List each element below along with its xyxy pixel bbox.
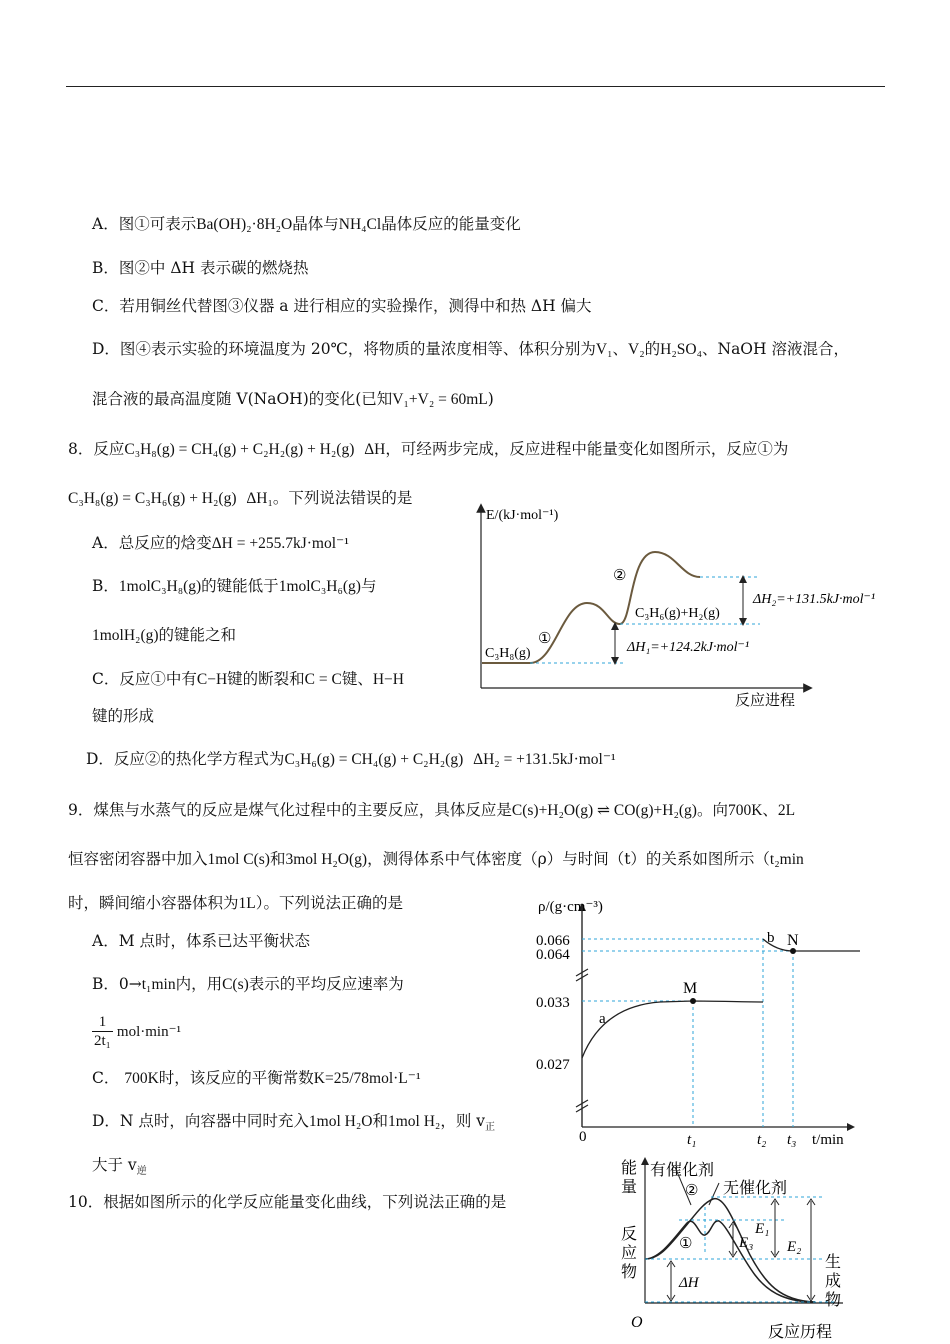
product-char-3: 物: [825, 1292, 842, 1309]
q7-option-c: C．若用铜丝代替图③仪器 a 进行相应的实验操作，测得中和热 ΔH 偏大: [92, 297, 592, 315]
e3-arrow: [729, 1222, 737, 1257]
y-label-1: 能: [621, 1160, 638, 1177]
q9-option-a: A．M 点时，体系已达平衡状态: [92, 932, 310, 950]
reactant-char-2: 应: [621, 1245, 638, 1262]
q8-option-d: D．反应②的热化学方程式为C₃H₆(g) = CH₄(g) + C₂H₂(g) ΔH₂ = +131.5kJ·mol⁻¹: [86, 750, 616, 768]
marker-1: ①: [679, 1236, 693, 1252]
e2-arrow: [807, 1199, 815, 1301]
reactant-char-3: 物: [621, 1264, 638, 1281]
dh1-label: ΔH₁=+124.2kJ·mol⁻¹: [627, 640, 750, 655]
q8-stem: 8．反应C₃H₈(g) = CH₄(g) + C₂H₂(g) + H₂(g) ΔH，可经两步完成，反应进程中能量变化如图所示，反应①为: [68, 440, 789, 458]
q8-energy-diagram: [470, 500, 910, 715]
catalyst-label: 有催化剂: [650, 1162, 715, 1179]
q9-stem-line3: 时，瞬间缩小容器体积为1L）。下列说法正确的是: [68, 894, 403, 912]
q9-option-b: B．0→t₁min内，用C(s)表示的平均反应速率为: [92, 975, 404, 993]
ytick-0033: 0.033: [536, 995, 570, 1011]
q8-stem-line2: C₃H₈(g) = C₃H₆(g) + H₂(g) ΔH₁。下列说法错误的是: [68, 489, 413, 507]
reactant-char-1: 反: [621, 1226, 638, 1243]
q8-option-a: A．总反应的焓变ΔH = +255.7kJ·mol⁻¹: [92, 534, 349, 552]
q7-option-b: B．图②中 ΔH 表示碳的燃烧热: [92, 259, 309, 277]
dh-arrow: [667, 1261, 675, 1301]
ytick-0027: 0.027: [536, 1057, 570, 1073]
product-char-2: 成: [825, 1273, 842, 1290]
step1-marker: ①: [538, 631, 552, 647]
y-axis-label: E/(kJ·mol⁻¹): [486, 508, 559, 523]
no-catalyst-label: 无催化剂: [723, 1180, 788, 1197]
fraction: 1 2t₁: [94, 1014, 111, 1049]
y-label-2: 量: [621, 1179, 638, 1196]
e1-arrow: [771, 1199, 779, 1257]
reactant-label: C₃H₈(g): [485, 646, 531, 661]
series-b-label: b: [767, 930, 775, 946]
xtick-t2: t₂: [757, 1132, 767, 1148]
e3-label: E₃: [739, 1235, 754, 1251]
q9-option-d-line2: 大于 $v_逆$: [92, 1156, 147, 1178]
q9-option-b-rate: 1 2t₁ mol·min⁻¹: [94, 1014, 181, 1049]
y-axis-label: ρ/(g·cm⁻³): [538, 899, 603, 915]
x-axis-label: t/min: [812, 1132, 844, 1148]
series-a-line: [582, 1001, 763, 1058]
point-m-label: M: [683, 980, 698, 997]
ytick-0066: 0.066: [536, 933, 570, 949]
q10-energy-diagram: [615, 1155, 855, 1344]
dh2-label: ΔH₂=+131.5kJ·mol⁻¹: [753, 592, 876, 607]
q10-stem: 10．根据如图所示的化学反应能量变化曲线，下列说法正确的是: [68, 1193, 507, 1211]
q8-option-c: C．反应①中有C−H键的断裂和C = C键、H−H: [92, 670, 404, 688]
q9-stem-line2: 恒容密闭容器中加入1mol C(s)和3mol H₂O(g)，测得体系中气体密度（ρ）与时间（t）的关系如图所示（t₂min: [68, 850, 804, 868]
q8-option-b: B．1molC₃H₈(g)的键能低于1molC₃H₆(g)与: [92, 577, 377, 595]
origin-label: 0: [579, 1129, 587, 1145]
series-a-label: a: [599, 1011, 606, 1027]
intermediate-label: C₃H₆(g)+H₂(g): [635, 606, 720, 621]
ytick-0064: 0.064: [536, 947, 570, 963]
q8-option-c-line2: 键的形成: [92, 707, 155, 725]
point-n-label: N: [787, 932, 799, 949]
product-char-1: 生: [825, 1254, 842, 1271]
xtick-t3: t₃: [787, 1132, 797, 1148]
dh-label: ΔH: [679, 1275, 699, 1291]
q9-stem: 9．煤焦与水蒸气的反应是煤气化过程中的主要反应，具体反应是C(s)+H₂O(g) ⇌ CO(g)+H₂(g)。向700K、2L: [68, 801, 796, 819]
header-rule: [66, 86, 885, 87]
q7-option-a: A．图①可表示Ba(OH)₂·8H₂O晶体与NH₄Cl晶体反应的能量变化: [92, 215, 521, 233]
q7-option-d: D．图④表示实验的环境温度为 20℃，将物质的量浓度相等、体积分别为V₁、V₂的H₂SO₄、NaOH 溶液混合，: [92, 340, 849, 358]
e2-label: E₂: [787, 1239, 802, 1255]
q9-option-d: D．N 点时，向容器中同时充入1mol H₂O和1mol H₂，则 $v_正$: [92, 1112, 495, 1134]
q8-option-b-line2: 1molH₂(g)的键能之和: [92, 626, 237, 644]
marker-2: ②: [685, 1183, 699, 1199]
step2-marker: ②: [613, 568, 627, 584]
origin-label: O: [631, 1314, 643, 1331]
q9-option-c: C． 700K时，该反应的平衡常数K=25/78mol·L⁻¹: [92, 1069, 421, 1087]
xtick-t1: t₁: [687, 1132, 697, 1148]
x-axis-label: 反应进程: [735, 693, 796, 709]
q9-density-chart: [535, 895, 860, 1150]
series-b-line: [763, 939, 860, 951]
x-axis-label: 反应历程: [768, 1324, 833, 1341]
point-m: [690, 998, 696, 1004]
q7-option-d-line2: 混合液的最高温度随 V(NaOH)的变化(已知V₁+V₂ = 60mL): [92, 390, 494, 408]
e1-label: E₁: [755, 1221, 770, 1237]
